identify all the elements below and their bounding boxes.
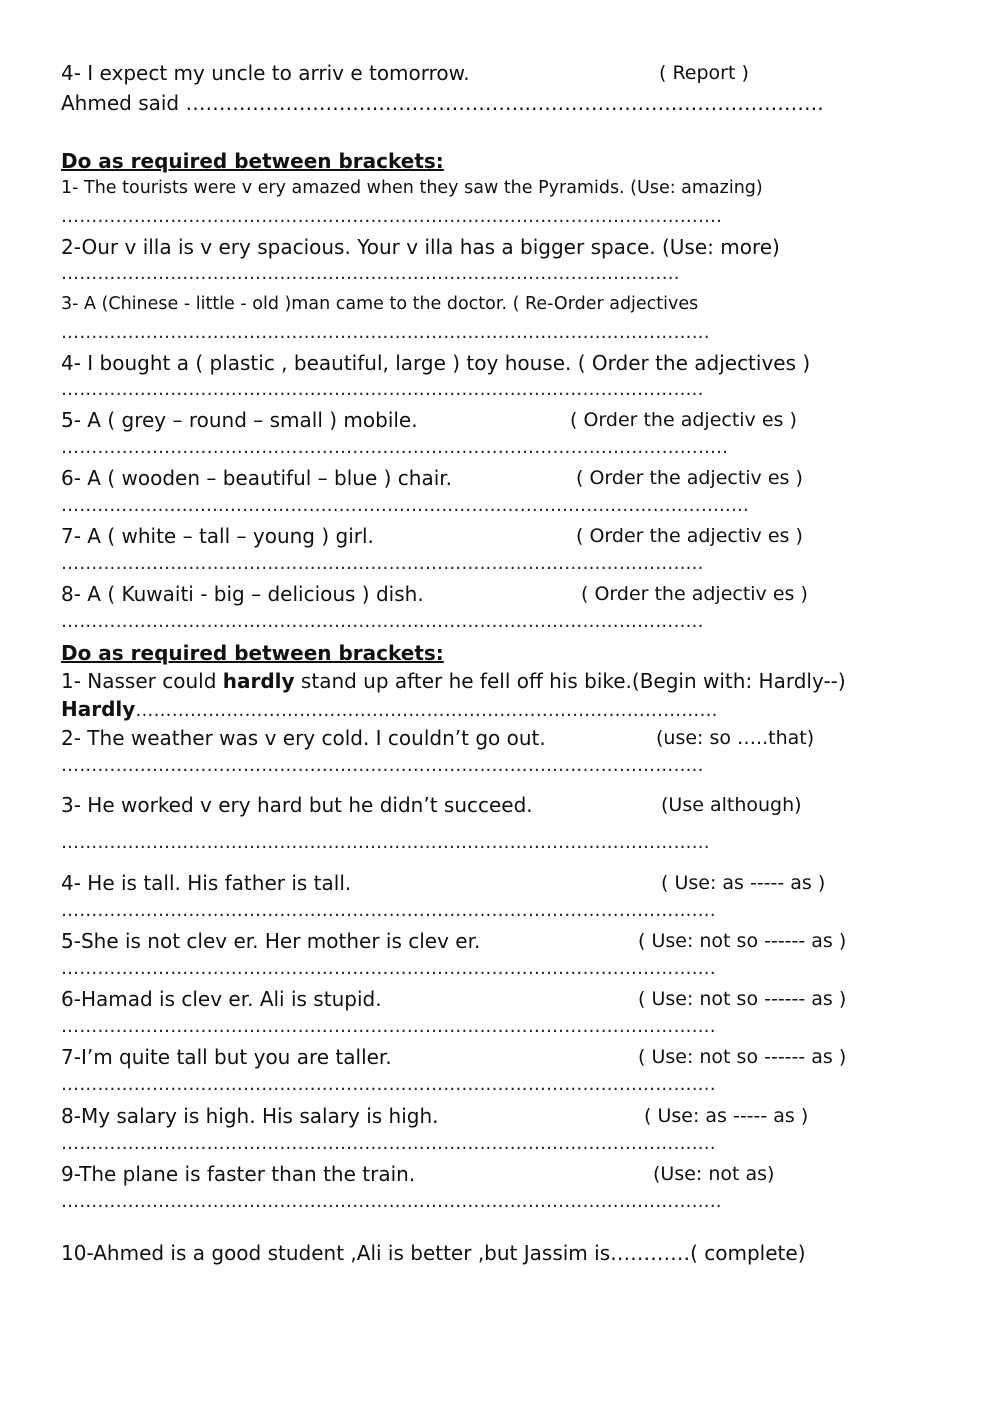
s2-q9-answer-line: ……………………………………………………………..……………………………….. (61, 1191, 722, 1212)
s2-q6-instruction: ( Use: not so ------ as ) (638, 988, 847, 1010)
s2-q6-answer-line: ……………………………………………………………..………………………………. (61, 1016, 716, 1037)
s2-q8-text: 8-My salary is high. His salary is high. (61, 1104, 439, 1128)
s1-q3-text: 3- A (Chinese - little - old )man came to the doctor. ( Re-Order adjectives (61, 294, 699, 314)
s1-q8-instruction: ( Order the adjectiv es ) (581, 583, 808, 605)
s2-q5-text: 5-She is not clev er. Her mother is clev er. (61, 929, 481, 953)
s2-q2-answer-line: ……………………………………………………………..…………………………….. (61, 755, 704, 776)
s2-q3-instruction: (Use although) (661, 794, 802, 816)
s2-q4-instruction: ( Use: as ----- as ) (661, 872, 826, 894)
section2-heading: Do as required between brackets: (61, 641, 444, 665)
s2-q4-text: 4- He is tall. His father is tall. (61, 871, 352, 895)
s1-q6-instruction: ( Order the adjectiv es ) (576, 467, 803, 489)
s2-q10-text: 10-Ahmed is a good student ,Ali is better ,but Jassim is…………( complete) (61, 1241, 806, 1265)
s2-q7-text: 7-I’m quite tall but you are taller. (61, 1045, 392, 1069)
s2-q5-answer-line: ……………………………………………………………..………………………………. (61, 958, 716, 979)
report-sentence: 4- I expect my uncle to arriv e tomorrow. (61, 61, 470, 85)
s1-q4-text: 4- I bought a ( plastic , beautiful, large ) toy house. ( Order the adjectives ) (61, 351, 811, 375)
s1-q8-answer-line: ……………………………………………………………..…………………………….. (61, 611, 704, 632)
s1-q5-instruction: ( Order the adjectiv es ) (570, 409, 797, 431)
s2-q2-text: 2- The weather was v ery cold. I couldn’t go out. (61, 726, 546, 750)
s2-q6-text: 6-Hamad is clev er. Ali is stupid. (61, 987, 382, 1011)
s2-q3-answer-line: …………………………………..………………………………………………………… (61, 832, 710, 853)
s1-q2-text: 2-Our v illa is v ery spacious. Your v illa has a bigger space. (Use: more) (61, 235, 780, 259)
s1-q4-answer-line: ……………………………………………………………..…………………………….. (61, 379, 704, 400)
report-instruction: ( Report ) (659, 62, 749, 84)
s2-q4-answer-line: ……………………………………………………………..………………………………. (61, 900, 716, 921)
s1-q1-answer-line: ………………………………………………………………………………………………. (61, 206, 723, 227)
s1-q5-text: 5- A ( grey – round – small ) mobile. (61, 408, 418, 432)
s1-q2-answer-line: ………………………………………………………………………………………… (61, 263, 680, 284)
s2-q1-answer-line (61, 699, 718, 720)
s1-q7-instruction: ( Order the adjectiv es ) (576, 525, 803, 547)
s1-q5-answer-line: ……………………………………………………………………………………………….. (61, 437, 729, 458)
s1-q6-text: 6- A ( wooden – beautiful – blue ) chair. (61, 466, 453, 490)
s2-q1-answer-dots: …………………………………………………………………………………… (135, 700, 718, 721)
s2-q7-instruction: ( Use: not so ------ as ) (638, 1046, 847, 1068)
s2-q8-instruction: ( Use: as ----- as ) (644, 1105, 809, 1127)
s2-q2-instruction: (use: so …..that) (656, 727, 815, 749)
s2-q7-answer-line: ……………………………………………………………..………………………………. (61, 1074, 716, 1095)
s1-q1-text: 1- The tourists were v ery amazed when they saw the Pyramids. (Use: amazing) (61, 178, 763, 198)
section1-heading: Do as required between brackets: (61, 149, 444, 173)
s2-q1-text-after: stand up after he fell off his bike.(Begin with: Hardly--) (294, 669, 846, 693)
s2-q1-text (61, 671, 846, 691)
s2-q5-instruction: ( Use: not so ------ as ) (638, 930, 847, 952)
s2-q3-text: 3- He worked v ery hard but he didn’t succeed. (61, 793, 533, 817)
s2-q9-text: 9-The plane is faster than the train. (61, 1162, 416, 1186)
s1-q7-answer-line: ……………………………………………………………..…………………………….. (61, 553, 704, 574)
s1-q3-answer-line: ……………………………………………………………………………..……………… (61, 322, 710, 343)
s1-q8-text: 8- A ( Kuwaiti - big – delicious ) dish. (61, 582, 424, 606)
s2-q1-bold-word: hardly (222, 669, 295, 693)
s1-q7-text: 7- A ( white – tall – young ) girl. (61, 524, 374, 548)
s1-q6-answer-line: ……..……..………..……..………..……..………..……..………..……..………..……..… (61, 495, 750, 516)
s2-q1-text-before: 1- Nasser could (61, 669, 223, 693)
s2-q9-instruction: (Use: not as) (653, 1163, 775, 1185)
s2-q1-answer-start: Hardly (61, 697, 136, 721)
report-answer-line: Ahmed said ………………………..…………………..………………….…………………. (61, 91, 824, 115)
s2-q8-answer-line: ……………………………………………………………..………………………………. (61, 1133, 716, 1154)
